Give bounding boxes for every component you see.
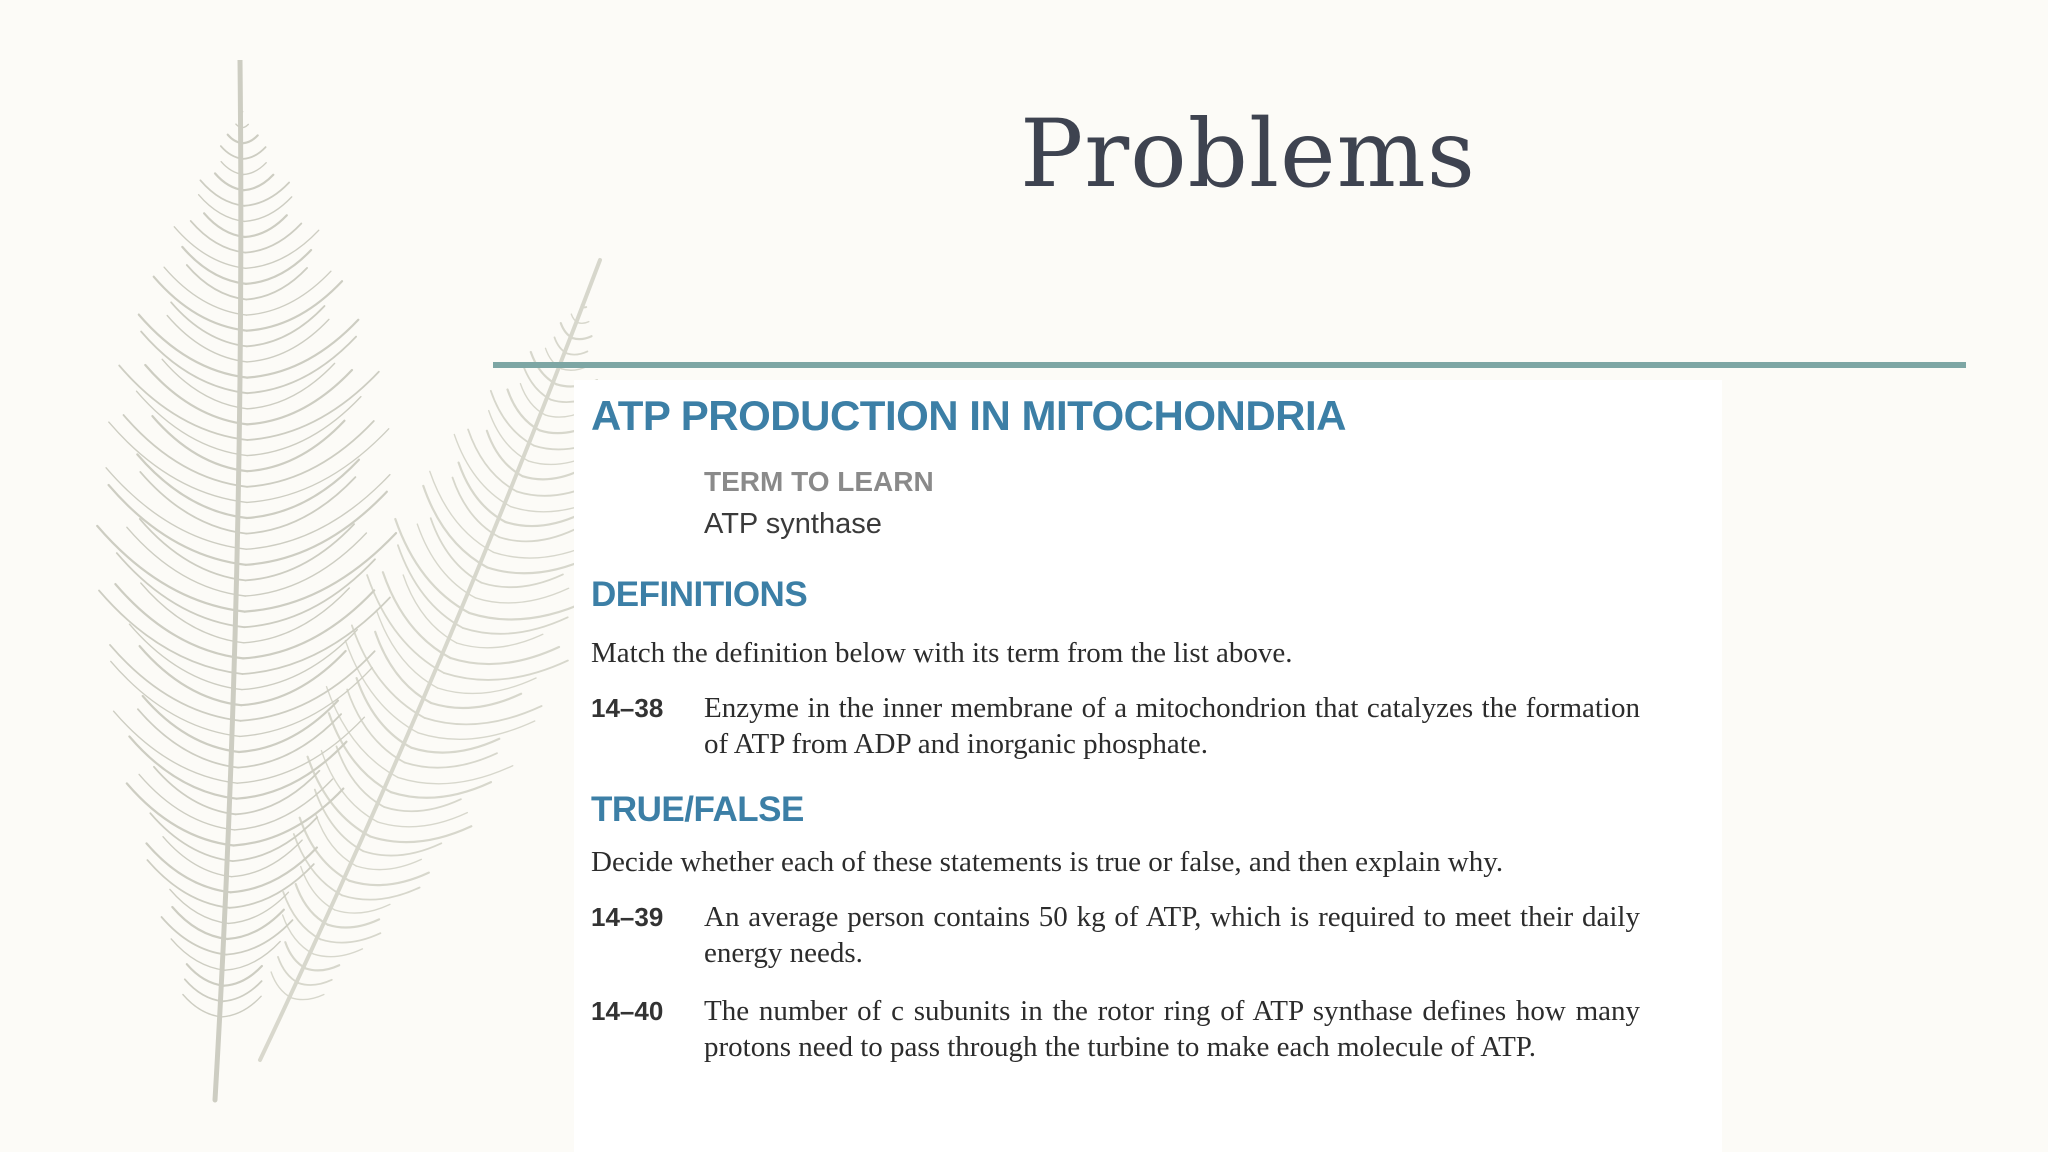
feather-barb	[244, 175, 273, 190]
feather-barb	[245, 533, 366, 596]
feather-barb	[321, 751, 377, 822]
feather-barb	[230, 864, 314, 908]
feather-barb	[567, 351, 587, 354]
feather-barb	[377, 813, 467, 827]
feather-barb	[243, 147, 266, 159]
feather-barb	[357, 678, 412, 748]
feather-barb	[247, 363, 334, 408]
feather-barb	[315, 790, 364, 852]
problem-14-38	[591, 690, 1651, 762]
feather-barb	[398, 766, 513, 784]
textbook-excerpt	[591, 384, 1651, 1065]
feather-right	[260, 260, 603, 1060]
problem-text: The number of c subunits in the rotor ring of ATP synthase defines how many protons need to pass through the turbine to make each molecule of ATP.	[704, 995, 1640, 1063]
feather-barb	[224, 966, 262, 986]
feather-barb	[405, 753, 497, 767]
feather-barb	[236, 771, 320, 815]
feather-barb	[573, 336, 592, 339]
problem-text: An average person contains 50 kg of ATP, which is required to meet their daily energy needs.	[704, 901, 1640, 969]
feather-barb	[225, 942, 280, 971]
feather-barb	[454, 435, 511, 507]
slide-title: Problems	[1020, 100, 1477, 209]
feather-barb	[243, 135, 258, 143]
feather-barb	[306, 965, 339, 970]
feather-barb	[377, 610, 438, 688]
feather-barb	[241, 112, 242, 113]
feather-barb	[245, 533, 396, 612]
feather-barb	[154, 277, 247, 331]
feather-barb	[154, 767, 236, 815]
feather-barb	[247, 306, 325, 346]
feather-barb	[299, 980, 332, 985]
feather-barb	[578, 322, 589, 324]
feather-barb	[147, 843, 231, 892]
feather-barb	[246, 492, 387, 565]
feather-barb	[244, 183, 289, 206]
feather-barb	[489, 411, 529, 461]
feather-barb	[152, 416, 247, 471]
term-label: TERM TO LEARN	[704, 466, 934, 497]
feather-barb	[468, 430, 517, 492]
feather-barb	[363, 843, 441, 855]
feather-barb	[425, 706, 542, 724]
feather-barb	[450, 647, 559, 664]
problem-14-40	[591, 993, 1651, 1065]
feather-barb	[342, 888, 420, 900]
feather-barb	[182, 247, 246, 284]
section-title: ATP PRODUCTION IN MITOCHONDRIA	[591, 392, 1347, 439]
feather-barb	[245, 215, 287, 237]
feather-barb	[243, 163, 266, 175]
feather-barb	[457, 634, 543, 647]
feather-barb	[171, 939, 225, 970]
problem-number: 14–38	[591, 693, 664, 723]
feather-barb	[475, 588, 568, 603]
feather-barb	[110, 645, 241, 721]
feather-barb	[403, 575, 457, 643]
feather-barb	[375, 632, 431, 703]
feather-barb	[294, 834, 342, 895]
feather-barb	[124, 415, 248, 487]
problem-text: Enzyme in the inner membrane of a mitochondrion that catalyzes the formation of ATP from ADP and inorganic phosphate.	[704, 692, 1640, 760]
feather-barb	[187, 964, 224, 986]
feather-barb	[459, 463, 506, 522]
feather-barb	[200, 180, 244, 206]
true-false-heading: TRUE/FALSE	[591, 790, 804, 829]
accent-divider	[493, 362, 1966, 368]
term-item: ATP synthase	[704, 508, 882, 540]
definitions-instruction: Match the definition below with its term from the list above.	[591, 637, 1293, 669]
feather-barb	[246, 271, 331, 315]
feather-barb	[523, 470, 580, 479]
feather-barb	[242, 630, 357, 690]
problem-number: 14–40	[591, 996, 664, 1026]
feather-barb	[335, 904, 390, 913]
feather-barb	[185, 979, 223, 1001]
feather-barb	[469, 601, 588, 620]
feather-barb	[238, 714, 341, 768]
problem-14-39	[591, 899, 1651, 971]
feather-barb	[167, 316, 247, 362]
feather-barb	[247, 337, 356, 394]
feather-barb	[231, 848, 317, 893]
feather-barb	[313, 949, 362, 957]
feather-left	[97, 60, 396, 1100]
feather-barb	[411, 739, 499, 753]
feather-barb	[384, 799, 461, 811]
feather-barb	[499, 530, 574, 542]
feather-illustration	[40, 60, 640, 1120]
feather-barb	[370, 826, 471, 842]
feather-barb	[321, 933, 381, 942]
feather-barb	[171, 302, 247, 346]
feather-barb	[349, 873, 429, 885]
feather-barb	[561, 323, 573, 338]
feather-barb	[505, 514, 580, 526]
true-false-instruction: Decide whether each of these statements is true or false, and then explain why.	[591, 846, 1504, 878]
feather-barb	[431, 694, 521, 708]
feather-barb	[291, 995, 324, 1000]
definitions-heading: DEFINITIONS	[591, 575, 808, 614]
feather-barb	[174, 227, 245, 268]
feather-barb	[356, 859, 421, 869]
feather-barb	[247, 421, 344, 472]
feather-barb	[106, 468, 246, 549]
feather-barb	[140, 472, 246, 534]
feather-barb	[233, 817, 318, 861]
feather-barb	[337, 746, 385, 807]
feather-barb	[119, 366, 247, 441]
feather-barb	[222, 996, 262, 1017]
feather-barb	[417, 524, 475, 598]
feather-barb	[147, 860, 229, 908]
feather-barb	[183, 995, 222, 1017]
problem-number: 14–39	[591, 902, 664, 932]
feather-barb	[328, 919, 379, 927]
feather-barb	[115, 584, 243, 658]
feather-barb	[481, 574, 563, 587]
feather-barb	[247, 281, 342, 331]
feather-barb	[431, 518, 482, 583]
feather-barb	[453, 478, 500, 538]
feather-barb	[246, 475, 390, 550]
feather-barb	[247, 370, 352, 424]
